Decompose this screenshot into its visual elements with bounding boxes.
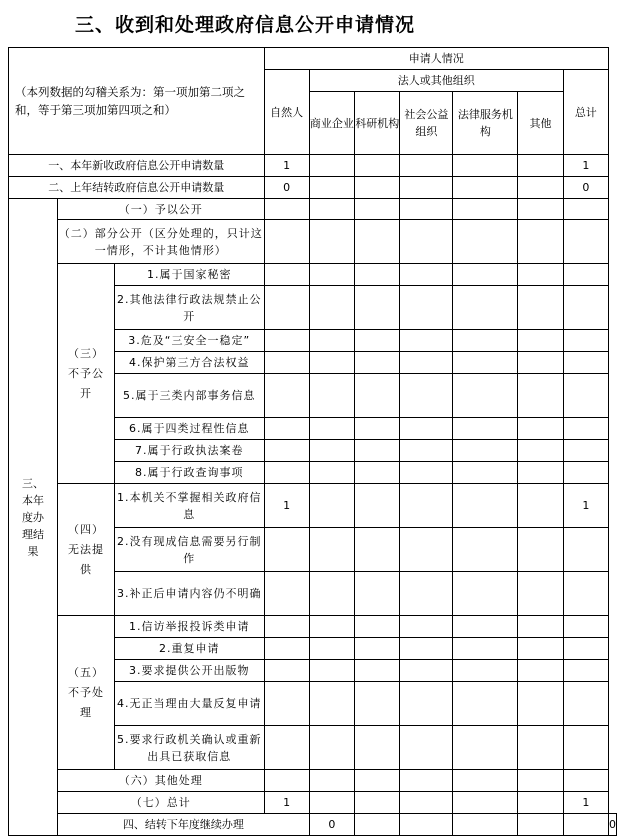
col-legal-service: 法律服务机构 xyxy=(453,92,518,155)
cell-natural: 1 xyxy=(264,155,309,177)
row-label: （六）其他处理 xyxy=(58,770,265,792)
col-total: 总计 xyxy=(563,70,608,155)
cell-total: 1 xyxy=(563,792,608,814)
row-label: 1.信访举报投诉类申请 xyxy=(115,616,265,638)
table-row xyxy=(9,792,617,814)
table-row xyxy=(9,199,617,220)
group-3-label: （三）不予公开 xyxy=(58,264,115,484)
row-label: 3.补正后申请内容仍不明确 xyxy=(115,572,265,616)
applicant-header: 申请人情况 xyxy=(264,48,609,70)
table-row xyxy=(9,264,617,286)
row-label: 1.属于国家秘密 xyxy=(115,264,265,286)
cell-total: 1 xyxy=(563,155,608,177)
row-label: 2.其他法律行政法规禁止公开 xyxy=(115,286,265,330)
row-label: 二、上年结转政府信息公开申请数量 xyxy=(9,177,265,199)
row-label: 四、结转下年度继续办理 xyxy=(58,814,310,836)
row-label: 3.要求提供公开出版物 xyxy=(115,660,265,682)
table-row xyxy=(9,814,617,836)
cell-natural: 1 xyxy=(264,792,309,814)
col-natural-person: 自然人 xyxy=(264,70,309,155)
row-label: 7.属于行政执法案卷 xyxy=(115,440,265,462)
row-label: 2.重复申请 xyxy=(115,638,265,660)
col-research: 科研机构 xyxy=(355,92,400,155)
table-row xyxy=(9,616,617,638)
disclosure-table xyxy=(8,47,617,836)
group-4-label: （四）无法提供 xyxy=(58,484,115,616)
header-note: （本列数据的勾稽关系为：第一项加第二项之和，等于第三项加第四项之和） xyxy=(15,85,245,117)
table-row xyxy=(9,220,617,264)
row-label: 4.无正当理由大量反复申请 xyxy=(115,682,265,726)
header-note-cell xyxy=(9,48,265,155)
row-label: 1.本机关不掌握相关政府信息 xyxy=(115,484,265,528)
row-label: （七）总计 xyxy=(58,792,265,814)
col-social-welfare: 社会公益组织 xyxy=(400,92,453,155)
table-row xyxy=(9,155,617,177)
cell-natural: 0 xyxy=(309,814,354,836)
row-label: （二）部分公开（区分处理的，只计这一情形，不计其他情形） xyxy=(58,220,265,264)
row-label: 8.属于行政查询事项 xyxy=(115,462,265,484)
cell-natural: 0 xyxy=(264,177,309,199)
table-row xyxy=(9,484,617,528)
legal-group-header: 法人或其他组织 xyxy=(309,70,563,92)
page-title: 三、收到和处理政府信息公开申请情况 xyxy=(75,14,416,36)
group-5-label: （五）不予处理 xyxy=(58,616,115,770)
row-label: 3.危及“三安全一稳定” xyxy=(115,330,265,352)
row-label: 一、本年新收政府信息公开申请数量 xyxy=(9,155,265,177)
row-label: （一）予以公开 xyxy=(58,199,265,220)
col-other: 其他 xyxy=(518,92,563,155)
row-label: 4.保护第三方合法权益 xyxy=(115,352,265,374)
row-label: 5.要求行政机关确认或重新出具已获取信息 xyxy=(115,726,265,770)
cell-total: 0 xyxy=(609,814,617,836)
row-label: 5.属于三类内部事务信息 xyxy=(115,374,265,418)
col-commercial: 商业企业 xyxy=(309,92,354,155)
cell-total: 1 xyxy=(563,484,608,528)
table-row xyxy=(9,177,617,199)
cell-total: 0 xyxy=(563,177,608,199)
table-row xyxy=(9,770,617,792)
cell-natural: 1 xyxy=(264,484,309,528)
row-label: 2.没有现成信息需要另行制作 xyxy=(115,528,265,572)
row-label: 6.属于四类过程性信息 xyxy=(115,418,265,440)
section-3-label: 三、本年度办理结果 xyxy=(9,199,58,836)
